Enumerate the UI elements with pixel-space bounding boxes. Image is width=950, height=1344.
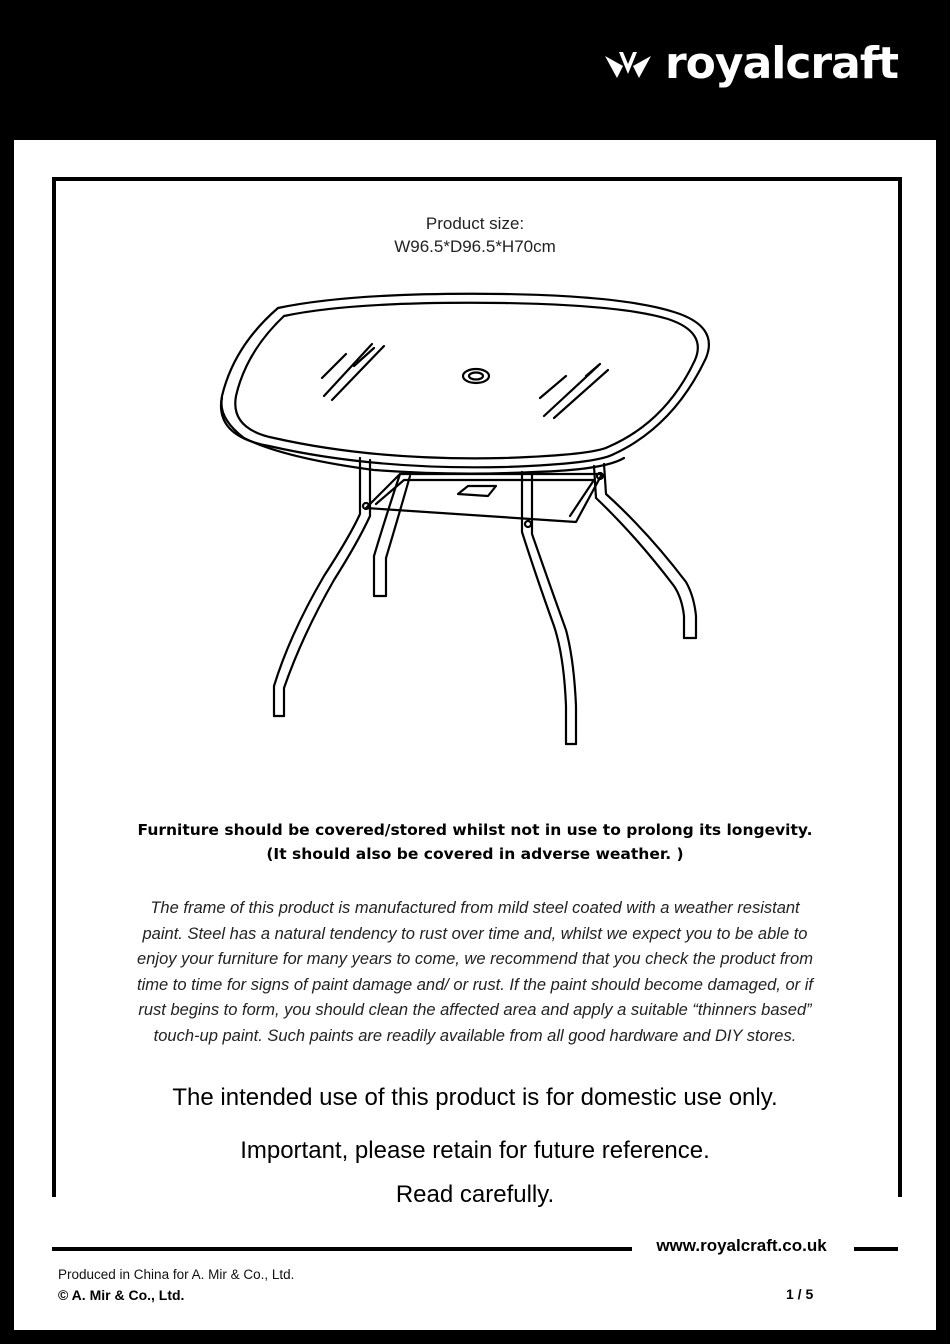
instruction-sheet	[14, 140, 936, 1330]
care-notice	[54, 818, 896, 866]
retain-statement: Important, please retain for future reference.	[240, 1137, 710, 1164]
umbrella-hole	[463, 369, 489, 383]
copyright: © A. Mir & Co., Ltd.	[58, 1287, 185, 1303]
leg-back-right	[594, 464, 696, 638]
header-bar	[0, 0, 950, 140]
product-size-label: Product size:	[425, 214, 525, 233]
care-paragraph-line: rust begins to form, you should clean the affected area and apply a suitable “thinners based”	[138, 1001, 812, 1019]
brand-name: royalcraft	[664, 38, 898, 89]
divider-line	[52, 1247, 632, 1251]
care-paragraph-line: touch-up paint. Such paints are readily available from all good hardware and DIY stores.	[153, 1026, 797, 1045]
divider-line	[854, 1247, 898, 1251]
table-illustration	[204, 286, 744, 766]
care-paragraph-line: enjoy your furniture for many years to come, we recommend that you check the product from	[137, 950, 813, 968]
care-notice-line-1: Furniture should be covered/stored whilst not in use to prolong its longevity.	[137, 821, 813, 839]
domestic-use-statement: The intended use of this product is for domestic use only.	[172, 1084, 778, 1111]
website-link[interactable]: www.royalcraft.co.uk	[656, 1236, 827, 1255]
brand	[603, 38, 898, 89]
page-number: 1 / 5	[786, 1286, 814, 1302]
leg-front-right	[522, 472, 576, 744]
leg-back-left	[374, 474, 410, 596]
product-size-value: W96.5*D96.5*H70cm	[394, 237, 556, 256]
produced-by: Produced in China for A. Mir & Co., Ltd.	[58, 1267, 295, 1282]
read-carefully-statement: Read carefully.	[395, 1181, 555, 1208]
leg-front-left	[274, 458, 370, 716]
care-notice-line-2: (It should also be covered in adverse weather. )	[266, 845, 684, 863]
care-paragraph-line: The frame of this product is manufactured from mild steel coated with a weather resistant	[150, 899, 800, 917]
care-paragraph-line: time to time for signs of paint damage and/ or rust. If the paint should become damaged, or if	[137, 975, 813, 994]
care-paragraph	[54, 896, 896, 1049]
care-paragraph-line: paint. Steel has a natural tendency to rust over time and, whilst we expect you to be able to	[142, 924, 808, 943]
crown-logo-icon	[603, 44, 653, 84]
